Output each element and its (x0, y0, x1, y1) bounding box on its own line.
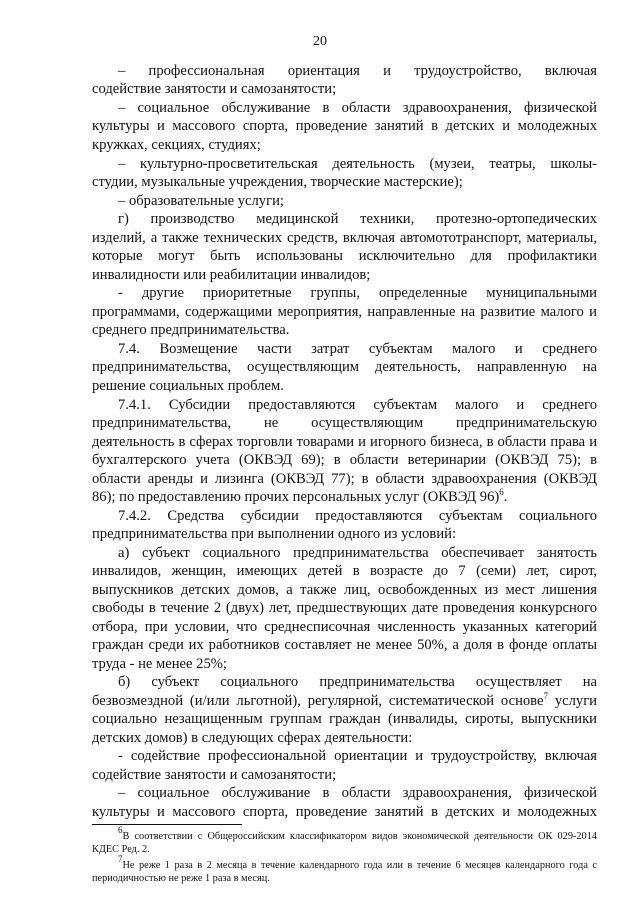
text-line: изделий, а также технических средств, включая автомототранспорт, материалы, (92, 230, 597, 246)
text-line: среднего предпринимательства. (92, 322, 290, 338)
text-line: отбора, при условии, что среднесписочная численность указанных категорий (92, 619, 597, 635)
footnote-separator (92, 824, 242, 825)
text-line: а) субъект социального предпринимательства обеспечивает занятость (118, 545, 597, 561)
text-line: – профессиональная ориентация и трудоустройство, включая (118, 63, 597, 79)
text-line: деятельность в сферах торговли товарами и игорного бизнеса, в области права и (92, 434, 597, 450)
text-line: – образовательные услуги; (118, 193, 284, 209)
text-line-content: безвозмездной (и/или льготной), регулярной, систематической основе (92, 693, 544, 709)
text-line: 86); по предоставлению прочих персональных услуг (ОКВЭД 96)$^6$. (92, 487, 508, 505)
text-line: кружках, секциях, студиях; (92, 137, 261, 153)
text-line-tail: услуги (547, 693, 597, 709)
text-line: 7.4.1. Субсидии предоставляются субъектам малого и среднего (118, 397, 597, 413)
text-line: детских домов) в следующих сферах деятельности: (92, 730, 413, 746)
text-line: содействие занятости и самозанятости; (92, 767, 337, 783)
text-line: содействие занятости и самозанятости; (92, 81, 337, 97)
page-number: 20 (313, 34, 327, 49)
text-line: - другие приоритетные группы, определенные муниципальными (118, 285, 597, 301)
footnote (118, 854, 597, 872)
text-line: г) производство медицинской техники, протезно-ортопедических (118, 211, 597, 227)
text-line: 7.4. Возмещение части затрат субъектам малого и среднего (118, 341, 597, 357)
text-line: граждан среди их работников составляет не менее 50%, а доля в фонде оплаты (92, 637, 597, 653)
text-line: программами, содержащими мероприятия, направленные на развитие малого и (92, 304, 597, 320)
text-line: предпринимательства, осуществляющим деятельность, направленную на (92, 359, 597, 375)
footnote-continuation: КДЕС Ред. 2. (92, 844, 150, 855)
footnote (118, 825, 597, 843)
text-line: бухгалтерского учета (ОКВЭД 69); в области ветеринарии (ОКВЭД 75); в (92, 452, 597, 468)
text-line: выпускников детских домов, а также лиц, освобожденных из мест лишения (92, 582, 597, 598)
text-line: свободы в течение 2 (двух) лет, предшествующих дате проведения конкурсного (92, 600, 597, 616)
text-line: труда - не менее 25%; (92, 656, 227, 672)
text-line: б) субъект социального предпринимательства осуществляет на (118, 674, 597, 690)
footnote-continuation: периодичностью не реже 1 раза в месяц. (92, 873, 270, 884)
text-line: культуры и массового спорта, проведение занятий в детских и молодежных (92, 804, 597, 820)
text-line: области аренды и лизинга (ОКВЭД 77); в области здравоохранения (ОКВЭД (92, 471, 597, 487)
footnote-text: Не реже 1 раза в 2 месяца в течение календарного года или в течение 6 месяцев календарного года с (122, 860, 597, 871)
text-line: студии, музыкальные учреждения, творческие мастерские); (92, 174, 463, 190)
text-line: 7.4.2. Средства субсидии предоставляются субъектам социального (118, 508, 597, 524)
text-line: социально незащищенным группам граждан (инвалиды, сироты, выпускники (92, 711, 597, 727)
text-line: – культурно-просветительская деятельность (музеи, театры, школы- (118, 156, 597, 172)
footnote-mark: 7 (118, 854, 123, 864)
text-line: инвалидности или реабилитации инвалидов; (92, 267, 371, 283)
footnote-ref: 7 (543, 691, 548, 701)
text-line: предпринимательства, не осуществляющим предпринимательскую (92, 415, 597, 431)
footnote-mark: 6 (118, 825, 123, 835)
text-line: инвалидов, женщин, имеющих детей в возрасте до 7 (семи) лет, сирот, (92, 563, 597, 579)
text-line: культуры и массового спорта, проведение занятий в детских и молодежных (92, 118, 597, 134)
text-line: – социальное обслуживание в области здравоохранения, физической (118, 100, 597, 116)
text-line: которые могут быть использованы исключительно для профилактики (92, 248, 597, 264)
text-line (92, 692, 597, 710)
footnote-ref: 6 (499, 487, 504, 497)
text-line-content: 86); по предоставлению прочих персональных услуг (ОКВЭД 96) (92, 489, 500, 505)
text-line: - содействие профессиональной ориентации и трудоустройству, включая (118, 748, 597, 764)
footnote-text: В соответствии с Общероссийским классификатором видов экономической деятельности ОК 029-2014 (122, 831, 597, 842)
text-line: предпринимательства при выполнении одного из условий: (92, 526, 457, 542)
text-line: – социальное обслуживание в области здравоохранения, физической (118, 785, 597, 801)
text-line: решение социальных проблем. (92, 378, 284, 394)
